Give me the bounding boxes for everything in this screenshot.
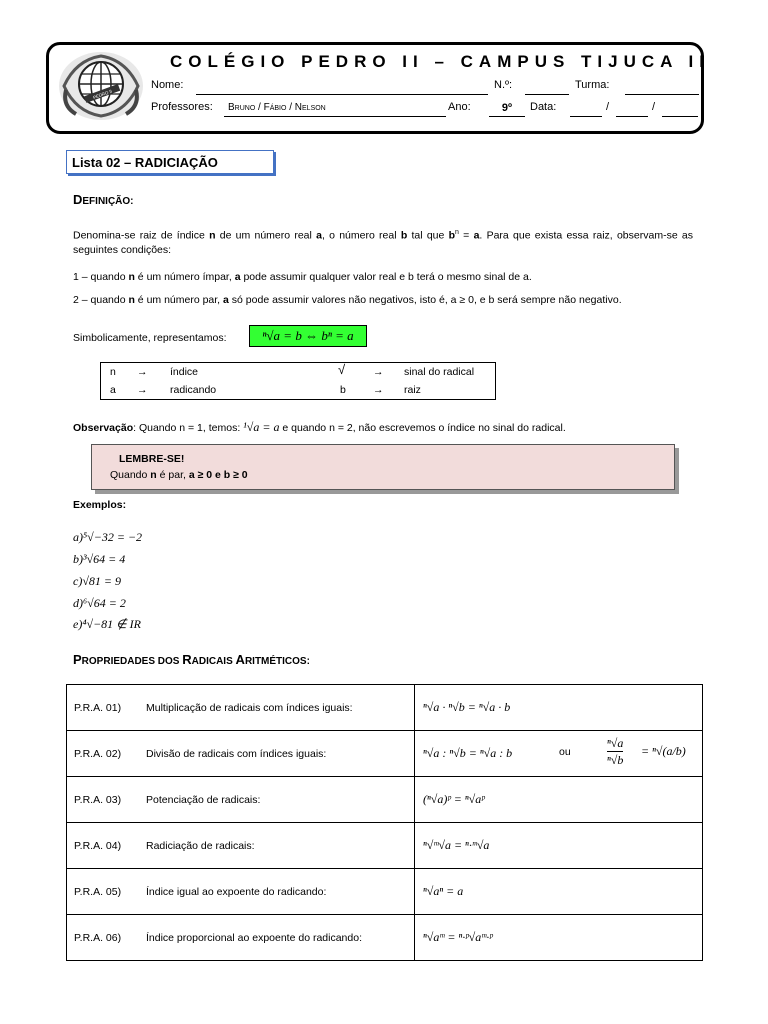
section-heading-propriedades: PROPRIEDADES DOS RADICAIS ARITMÉTICOS: (73, 652, 310, 667)
property-description: Índice igual ao expoente do radicando: (146, 885, 327, 898)
table-row (67, 777, 703, 823)
symbol-meaning: raiz (404, 384, 421, 396)
or-label: ou (559, 746, 571, 758)
arrow-icon: → (137, 384, 148, 396)
symbol-meaning: sinal do radical (404, 366, 475, 378)
numero-field[interactable] (525, 80, 569, 95)
symbols-table (100, 362, 496, 400)
reminder-title: LEMBRE-SE! (119, 453, 185, 465)
example-item: a)⁵√−32 = −2 (73, 530, 143, 544)
exemplos-label: Exemplos: (73, 499, 127, 511)
example-item: d)⁶√64 = 2 (73, 596, 126, 610)
data-year-field[interactable] (662, 102, 698, 117)
professores-label: Professores: (151, 101, 213, 113)
observacao-text: Observação: Quando n = 1, temos: ¹√a = a e quando n = 2, não escrevemos o índice no sinal do radical. (73, 420, 566, 434)
data-label: Data: (530, 101, 557, 113)
school-logo (56, 50, 146, 122)
turma-field[interactable] (625, 80, 699, 95)
arrow-icon: → (373, 366, 384, 378)
svg-text:PEDRO II: PEDRO II (92, 88, 113, 101)
section-heading-definicao: DEFINIÇÃO: (73, 192, 134, 207)
property-formula: ⁿ√a : ⁿ√b = ⁿ√a : b (423, 746, 513, 760)
table-row (67, 869, 703, 915)
property-description: Índice proporcional ao expoente do radicando: (146, 931, 362, 944)
school-name: COLÉGIO PEDRO II – CAMPUS TIJUCA II (170, 52, 710, 71)
property-code: P.R.A. 01) (74, 701, 122, 714)
data-day-field[interactable] (570, 102, 602, 117)
nome-label: Nome: (151, 79, 184, 91)
fraction-result: = ⁿ√(a/b) (641, 744, 686, 758)
example-item: e)⁴√−81 ∉ IR (73, 617, 141, 631)
property-description: Potenciação de radicais: (146, 793, 261, 806)
page-title: Lista 02 – RADICIAÇÃO (66, 150, 274, 174)
fraction-formula: ⁿ√a ⁿ√b (607, 736, 624, 767)
professores-field: Bruno / Fábio / Nelson (224, 102, 446, 117)
turma-label: Turma: (575, 79, 610, 91)
symbol-meaning: radicando (170, 384, 217, 396)
property-code: P.R.A. 04) (74, 839, 122, 852)
radical-icon: √ (338, 362, 346, 377)
property-formula: (ⁿ√a)ᵖ = ⁿ√aᵖ (423, 792, 485, 806)
data-month-field[interactable] (616, 102, 648, 117)
arrow-icon: → (373, 384, 384, 396)
definition-formula: ⁿ√a = b ⇔ bⁿ = a (249, 325, 367, 347)
property-code: P.R.A. 03) (74, 793, 122, 806)
property-formula: ⁿ√ᵐ√a = ⁿ·ᵐ√a (423, 838, 490, 852)
property-code: P.R.A. 02) (74, 747, 122, 760)
table-row (67, 915, 703, 961)
simbolicamente-label: Simbolicamente, representamos: (73, 332, 227, 344)
property-formula: ⁿ√aᵐ = ⁿ·ᵖ√aᵐ·ᵖ (423, 930, 493, 944)
property-description: Multiplicação de radicais com índices iguais: (146, 701, 353, 714)
table-row (67, 731, 703, 777)
property-code: P.R.A. 05) (74, 885, 122, 898)
table-row (67, 823, 703, 869)
numero-label: N.º: (494, 79, 513, 91)
reminder-box (91, 444, 675, 490)
property-formula: ⁿ√a · ⁿ√b = ⁿ√a · b (423, 700, 511, 714)
date-separator: / (606, 101, 610, 113)
ano-field: 9º (489, 102, 525, 117)
property-code: P.R.A. 06) (74, 931, 122, 944)
condition-1: 1 – quando n é um número ímpar, a pode assumir qualquer valor real e b terá o mesmo sinal de a. (73, 271, 532, 283)
symbol-meaning: índice (170, 366, 199, 378)
condition-2: 2 – quando n é um número par, a só pode assumir valores não negativos, isto é, a ≥ 0, e b será sempre não negativo. (73, 294, 622, 306)
nome-field[interactable] (196, 80, 488, 95)
property-formula: ⁿ√aⁿ = a (423, 884, 464, 898)
definition-paragraph: Denomina-se raiz de índice n de um número real a, o número real b tal que $b^n = a$. Para que exista essa raiz, observam-se as seguintes condições: (73, 229, 693, 256)
ano-label: Ano: (448, 101, 471, 113)
arrow-icon: → (137, 366, 148, 378)
property-description: Radiciação de radicais: (146, 839, 255, 852)
reminder-text: Quando n é par, a ≥ 0 e b ≥ 0 (110, 469, 248, 481)
property-description: Divisão de radicais com índices iguais: (146, 747, 327, 760)
symbol-cell: n (110, 366, 116, 378)
symbol-cell: a (110, 384, 116, 396)
symbol-cell: b (340, 384, 346, 396)
example-item: c)√81 = 9 (73, 574, 122, 588)
example-item: b)³√64 = 4 (73, 552, 126, 566)
properties-table (66, 684, 703, 961)
date-separator: / (652, 101, 656, 113)
table-row (67, 685, 703, 731)
